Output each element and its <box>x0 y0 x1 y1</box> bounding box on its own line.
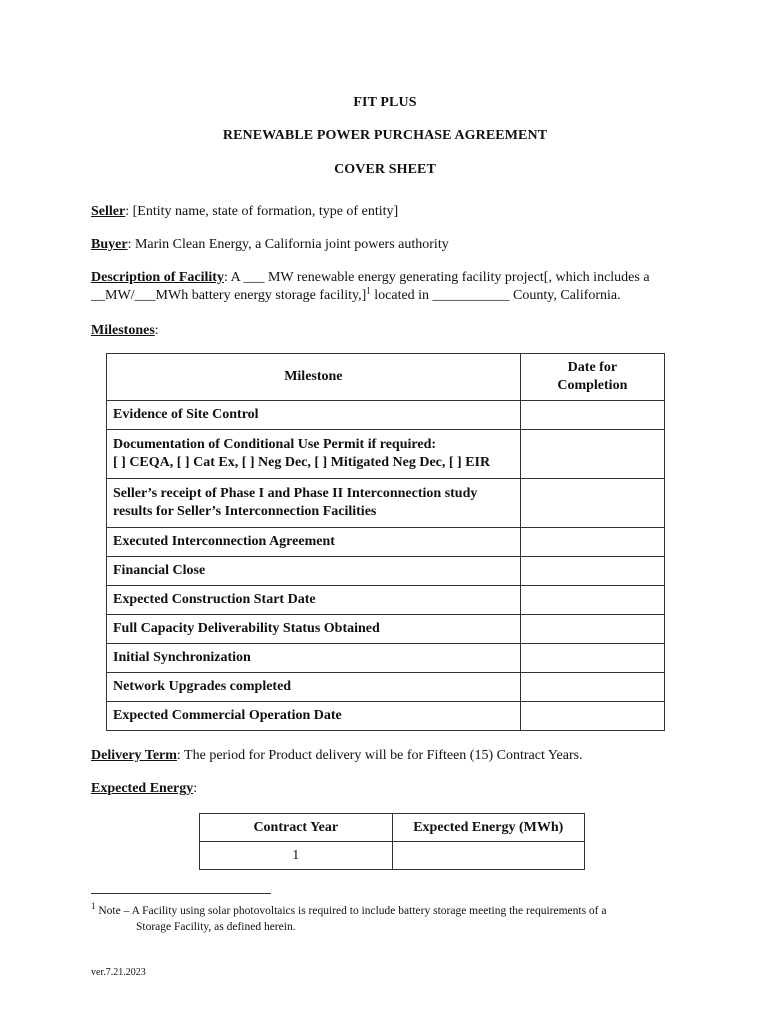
milestone-cell: Executed Interconnection Agreement <box>107 528 521 557</box>
title-agreement: RENEWABLE POWER PURCHASE AGREEMENT <box>222 128 548 143</box>
expected-energy-header: Expected Energy (MWh) <box>392 814 585 842</box>
milestone-cell-line1: Documentation of Conditional Use Permit if required: <box>113 437 437 452</box>
seller-text: : [Entity name, state of formation, type of entity] <box>125 204 399 219</box>
date-cell[interactable] <box>520 702 664 731</box>
version-label: ver.7.21.2023 <box>91 967 146 978</box>
date-cell[interactable] <box>520 557 664 586</box>
delivery-label: Delivery Term <box>91 748 177 763</box>
seller-label: Seller <box>91 204 126 219</box>
date-header-line1: Date for <box>567 360 618 375</box>
footnote <box>91 903 681 935</box>
contract-year-cell: 1 <box>200 842 393 870</box>
table-row <box>107 702 665 731</box>
footnote-number: 1 <box>91 901 96 912</box>
table-row <box>200 842 585 870</box>
facility-text-a: : A ___ MW renewable energy generating facility project[, which includes a __MW/___MWh battery energy storage facility,] <box>91 270 650 303</box>
delivery-text: : The period for Product delivery will be for Fifteen (15) Contract Years. <box>176 748 583 763</box>
buyer-paragraph <box>91 236 691 254</box>
table-row <box>107 673 665 702</box>
table-row <box>107 557 665 586</box>
footnote-text-a: Note – A Facility using solar photovoltaics is required to include battery storage meeting the requirements of a <box>95 905 607 917</box>
date-cell[interactable] <box>520 401 664 430</box>
date-column-header <box>520 354 664 401</box>
expected-energy-heading <box>91 780 691 798</box>
facility-paragraph <box>91 269 687 305</box>
milestone-cell: Initial Synchronization <box>107 644 521 673</box>
milestone-cell: Expected Commercial Operation Date <box>107 702 521 731</box>
table-row <box>107 644 665 673</box>
table-row <box>107 528 665 557</box>
date-cell[interactable] <box>520 673 664 702</box>
expected-energy-colon: : <box>193 781 198 796</box>
milestone-cell <box>107 430 521 479</box>
table-row <box>107 586 665 615</box>
facility-text-b: located in ___________ County, California. <box>370 288 621 303</box>
milestone-cell: Network Upgrades completed <box>107 673 521 702</box>
delivery-paragraph <box>91 747 691 765</box>
milestones-label: Milestones <box>91 323 155 338</box>
milestone-cell-line2: [ ] CEQA, [ ] Cat Ex, [ ] Neg Dec, [ ] Mitigated Neg Dec, [ ] EIR <box>113 455 491 470</box>
footnote-text-b: Storage Facility, as defined herein. <box>136 921 296 933</box>
table-row <box>107 615 665 644</box>
table-row <box>107 479 665 528</box>
title-fit-plus: FIT PLUS <box>353 95 417 110</box>
milestones-header-row <box>107 354 665 401</box>
milestone-cell: Financial Close <box>107 557 521 586</box>
date-cell[interactable] <box>520 586 664 615</box>
table-row <box>107 430 665 479</box>
expected-energy-label: Expected Energy <box>91 781 194 796</box>
date-cell[interactable] <box>520 528 664 557</box>
expected-energy-table <box>199 813 585 870</box>
date-header-line2: Completion <box>557 378 628 393</box>
buyer-text: : Marin Clean Energy, a California joint powers authority <box>127 237 449 252</box>
expected-energy-cell[interactable] <box>392 842 585 870</box>
milestones-heading <box>91 322 691 340</box>
date-cell[interactable] <box>520 644 664 673</box>
milestone-cell: Expected Construction Start Date <box>107 586 521 615</box>
title-cover-sheet: COVER SHEET <box>334 162 436 177</box>
footnote-divider <box>91 893 271 894</box>
buyer-label: Buyer <box>91 237 128 252</box>
milestones-table <box>106 353 665 731</box>
expected-energy-header-row <box>200 814 585 842</box>
date-cell[interactable] <box>520 430 664 479</box>
milestone-cell: Evidence of Site Control <box>107 401 521 430</box>
table-row <box>107 401 665 430</box>
seller-paragraph <box>91 203 691 221</box>
milestone-cell-line2: results for Seller’s Interconnection Facilities <box>113 504 377 519</box>
contract-year-header: Contract Year <box>200 814 393 842</box>
footnote-ref: 1 <box>366 285 371 296</box>
date-cell[interactable] <box>520 479 664 528</box>
milestone-cell: Full Capacity Deliverability Status Obtained <box>107 615 521 644</box>
milestone-cell <box>107 479 521 528</box>
milestone-cell-line1: Seller’s receipt of Phase I and Phase II Interconnection study <box>113 486 478 501</box>
milestones-colon: : <box>154 323 159 338</box>
milestone-column-header: Milestone <box>107 354 521 401</box>
date-cell[interactable] <box>520 615 664 644</box>
facility-label: Description of Facility <box>91 270 224 285</box>
